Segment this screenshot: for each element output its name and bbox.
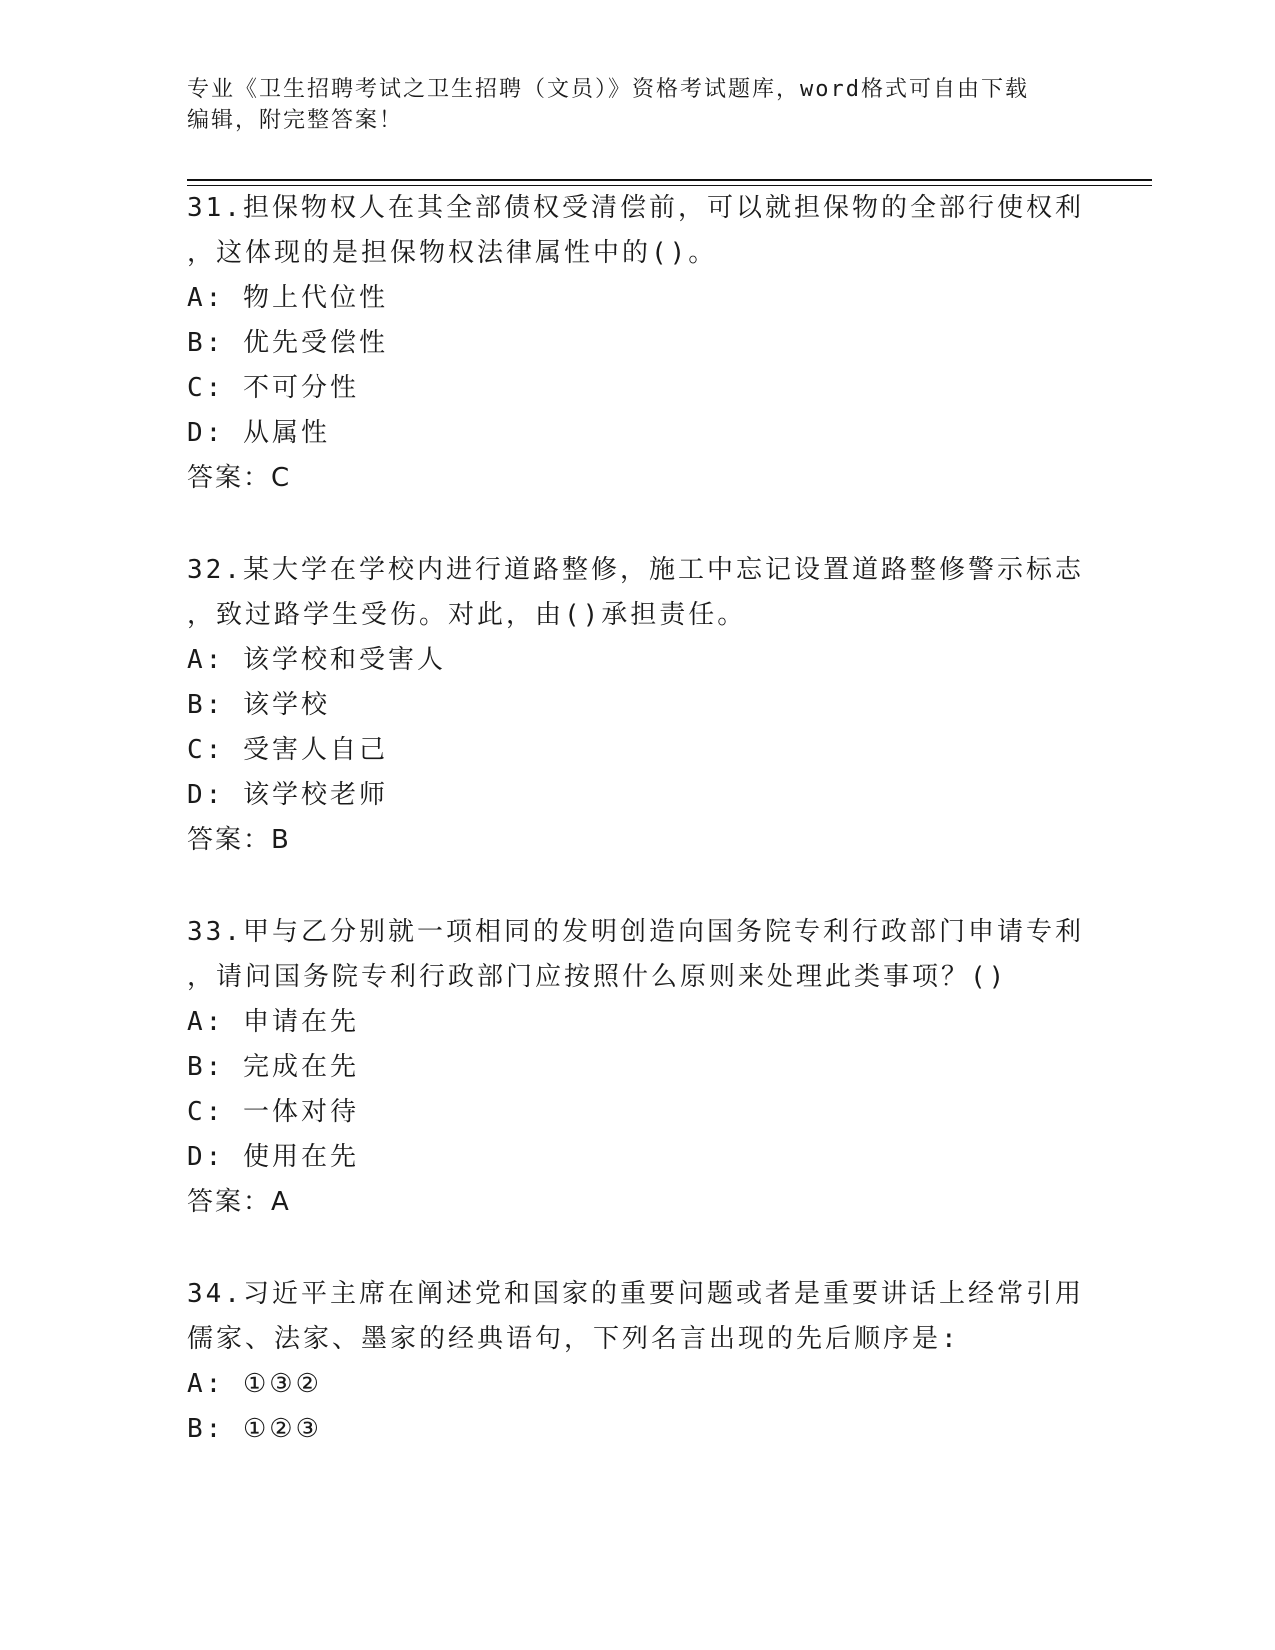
option-a: A: 该学校和受害人 bbox=[187, 645, 446, 675]
answer-label: 答案：C bbox=[187, 463, 292, 493]
question-stem-line-1: 34.习近平主席在阐述党和国家的重要问题或者是重要讲话上经常引用 bbox=[187, 1279, 1084, 1309]
option-d: D: 使用在先 bbox=[187, 1142, 359, 1172]
question-stem-line-2: ，请问国务院专利行政部门应按照什么原则来处理此类事项？() bbox=[187, 962, 1008, 992]
option-a: A: ①③② bbox=[187, 1369, 322, 1399]
question-stem-line-1: 33.甲与乙分别就一项相同的发明创造向国务院专利行政部门申请专利 bbox=[187, 917, 1084, 947]
option-d: D: 该学校老师 bbox=[187, 780, 388, 810]
option-b: B: 完成在先 bbox=[187, 1052, 359, 1082]
option-a: A: 申请在先 bbox=[187, 1007, 359, 1037]
question-list bbox=[187, 186, 1087, 1499]
answer-label: 答案：A bbox=[187, 1187, 291, 1217]
option-b: B: ①②③ bbox=[187, 1414, 322, 1444]
question-33 bbox=[187, 910, 1087, 1225]
option-b: B: 优先受偿性 bbox=[187, 328, 388, 358]
question-stem-line-1: 31.担保物权人在其全部债权受清偿前，可以就担保物的全部行使权利 bbox=[187, 193, 1084, 223]
answer-label: 答案：B bbox=[187, 825, 291, 855]
header-divider-top bbox=[187, 179, 1152, 181]
question-32 bbox=[187, 548, 1087, 863]
question-stem-line-2: ，这体现的是担保物权法律属性中的()。 bbox=[187, 238, 718, 268]
option-a: A: 物上代位性 bbox=[187, 283, 388, 313]
header-line-1: 专业《卫生招聘考试之卫生招聘（文员）》资格考试题库，word格式可自由下载 bbox=[187, 77, 1029, 102]
document-header bbox=[187, 74, 1087, 136]
question-stem-line-2: 儒家、法家、墨家的经典语句，下列名言出现的先后顺序是: bbox=[187, 1324, 960, 1354]
option-d: D: 从属性 bbox=[187, 418, 330, 448]
option-b: B: 该学校 bbox=[187, 690, 330, 720]
question-34 bbox=[187, 1272, 1087, 1452]
question-stem-line-2: ，致过路学生受伤。对此，由()承担责任。 bbox=[187, 600, 747, 630]
option-c: C: 一体对待 bbox=[187, 1097, 359, 1127]
question-stem-line-1: 32.某大学在学校内进行道路整修，施工中忘记设置道路整修警示标志 bbox=[187, 555, 1084, 585]
question-31 bbox=[187, 186, 1087, 501]
header-line-2: 编辑，附完整答案！ bbox=[187, 108, 404, 133]
option-c: C: 不可分性 bbox=[187, 373, 359, 403]
option-c: C: 受害人自己 bbox=[187, 735, 388, 765]
